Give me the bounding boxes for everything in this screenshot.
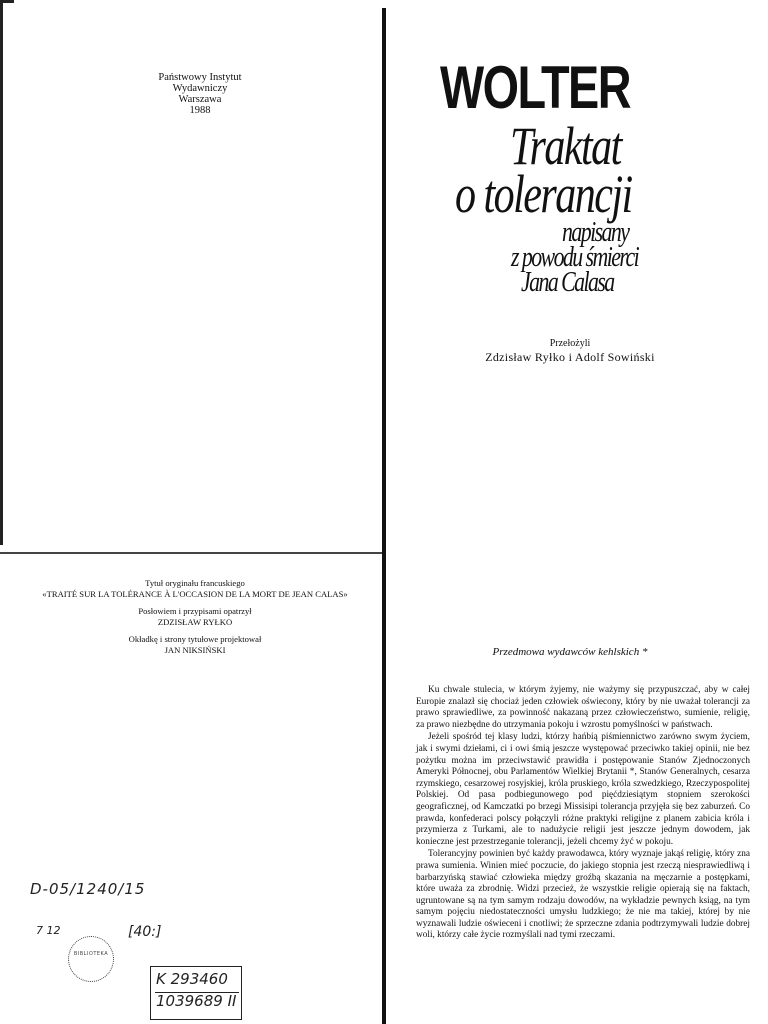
preface-paragraph: Tolerancyjny powinien być każdy prawodawca, który wyznaje jakąś religię, który zna prawa sumienia. Winien mieć poczucie, do jakiego stopnia jest rzeczą niesprawiedliwą i barbarzyńską stawiać człowieka między groźbą skazania na męczarnie a postępkami, które uważa za zbrodnię. Widzi przecież, że wszystkie religie opierają się na faktach, ugruntowane są na tym samym rodzaju dowodów, na wykładzie pewnych ksiąg, na tym samym pojęciu niedostateczności umysłu ludzkiego; że nie ma takiej, której by nie wyznawali ludzie oświeceni i cnotliwi; że sprzeczne zdania podtrzymywali ludzie dobrej woli, którzy całe życie rozmyślali nad tymi rzeczami.: [416, 849, 750, 941]
book-title-line-1: Traktat: [510, 116, 621, 176]
book-gutter: [382, 8, 386, 1024]
publisher-block: [120, 72, 280, 116]
credits-block: [20, 578, 370, 656]
handwritten-note: 7 12: [36, 924, 61, 937]
publisher-line: Warszawa: [178, 94, 222, 105]
translators-names: Zdzisław Ryłko i Adolf Sowiński: [485, 350, 655, 364]
stamp-text: BIBLIOTEKA: [73, 951, 109, 957]
author-name: WOLTER: [440, 54, 630, 121]
afterword-label: Posłowiem i przypisami opatrzył: [138, 606, 252, 617]
translators-label: Przełożyli: [549, 338, 591, 349]
book-title-line-2: o tolerancji: [455, 164, 632, 224]
original-title-label: Tytuł oryginału francuskiego: [145, 578, 245, 588]
page-separator: [0, 552, 382, 554]
publisher-line: Wydawniczy: [172, 83, 228, 94]
inventory-number-2: 1039689 II: [156, 992, 237, 1010]
preface-title: Przedmowa wydawców kehlskich *: [492, 646, 648, 658]
preface-paragraph: Ku chwale stulecia, w którym żyjemy, nie ważymy się przypuszczać, aby w całej Europie znalazł się chociaż jeden człowiek oświecony, który by nie uważał tolerancji za prawo sprawiedliwe, za powinność nakazaną przez człowieczeństwo, sumienie, religię, za prawo niezbędne do utrzymania pokoju i wzrostu pomyślności w państwach.: [416, 685, 750, 730]
page-corner-mark: [0, 0, 14, 3]
publisher-line: 1988: [189, 105, 211, 116]
subtitle-line-1: napisany: [562, 217, 629, 248]
subtitle-line-2: z powodu śmierci: [511, 242, 639, 273]
subtitle-line-3: Jana Calasa: [521, 267, 614, 298]
page-edge-left: [0, 0, 3, 545]
library-stamp-icon: [68, 936, 114, 982]
cover-designer: JAN NIKSIŃSKI: [164, 644, 226, 655]
afterword-author: ZDZISŁAW RYŁKO: [157, 616, 233, 627]
preface-body: [416, 685, 750, 943]
inventory-number-1: K 293460: [156, 970, 228, 988]
handwritten-bracket-note: [40:]: [128, 924, 162, 940]
preface-paragraph: Jeżeli spośród tej klasy ludzi, którzy hańbią piśmiennictwo zarówno swym życiem, jak i swymi dziełami, ci i owi śmią jeszcze występować przeciwko takiej opinii, nie bez pożytku można im przeciwstawić prawidła i postępowanie Stanów Zjednoczonych Ameryki Północnej, obu Parlamentów Wielkiej Brytanii *, Stanów Generalnych, cesarza rzymskiego, cesarzowej rosyjskiej, króla pruskiego, króla szwedzkiego, Rzeczypospolitej Polskiej. Od pasa podbiegunowego pod pięćdziesiątym stopniem szerokości geograficznej, od Kamczatki po brzegi Missisipi tolerancja przyjęła się bez zaburzeń. Co prawda, konfederaci polscy połączyli różne praktyki religijne z planem zabicia króla i przymierza z Turkami, ale to nadużycie religii jest jeszcze jednym dowodem, jak konieczne jest przestrzeganie tolerancji, jeżeli chcemy żyć w pokoju.: [416, 732, 750, 847]
cover-label: Okładkę i strony tytułowe projektował: [128, 634, 262, 645]
original-title: «TRAITÉ SUR LA TOLÉRANCE À L'OCCASION DE LA MORT DE JEAN CALAS»: [42, 588, 348, 599]
handwritten-signature: D-05/1240/15: [30, 880, 146, 898]
publisher-line: Państwowy Instytut: [158, 72, 242, 83]
